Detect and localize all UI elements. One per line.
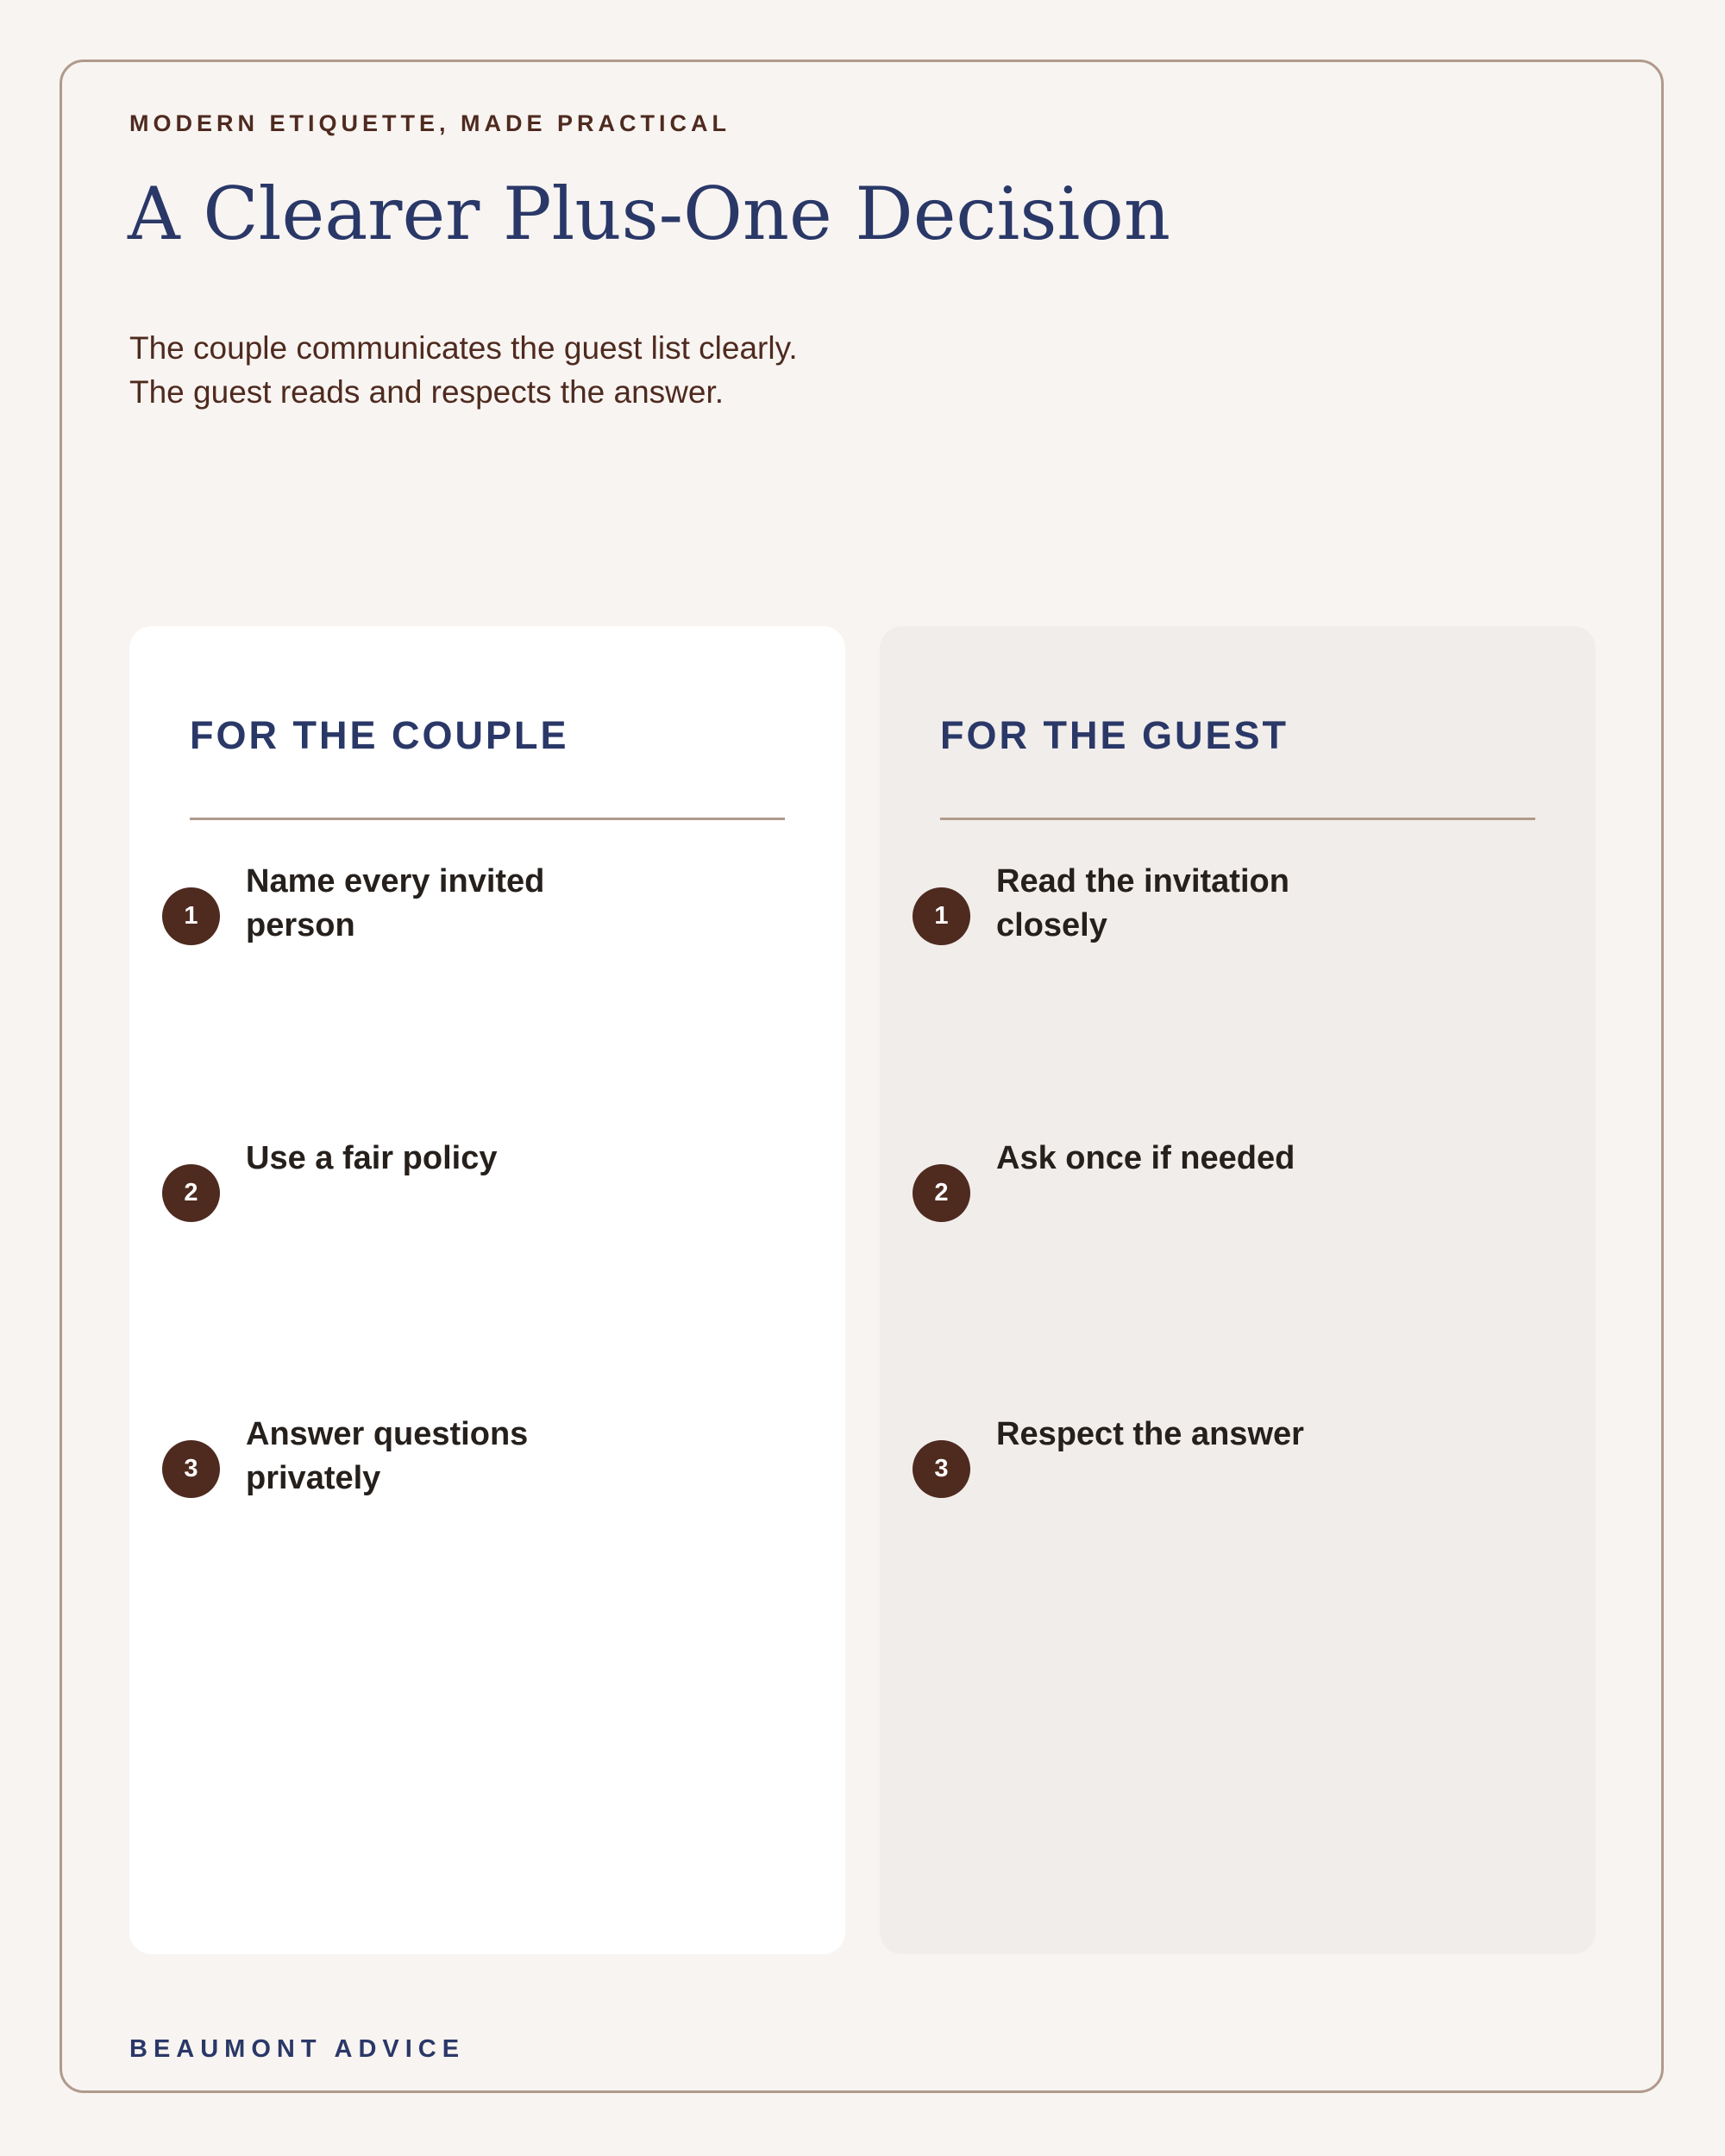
- divider: [190, 818, 785, 820]
- step-number-badge: 3: [162, 1440, 220, 1498]
- step-number-badge: 2: [162, 1164, 220, 1222]
- page-title: A Clearer Plus-One Decision: [128, 172, 1170, 256]
- step-text: Name every invited person: [246, 863, 545, 943]
- step-text: Answer questions privately: [246, 1416, 529, 1496]
- couple-heading: FOR THE COUPLE: [190, 713, 569, 757]
- intro: [129, 326, 798, 414]
- step-text: Use a fair policy: [246, 1140, 498, 1176]
- kicker: MODERN ETIQUETTE, MADE PRACTICAL: [129, 110, 731, 136]
- divider: [940, 818, 1535, 820]
- step-text: Read the invitation closely: [996, 863, 1289, 943]
- guest-card: [880, 626, 1596, 1954]
- step-text: Ask once if needed: [996, 1140, 1295, 1176]
- footer-brand: BEAUMONT ADVICE: [129, 2035, 466, 2063]
- guest-heading: FOR THE GUEST: [940, 713, 1289, 757]
- couple-card: [129, 626, 845, 1954]
- intro-line: The couple communicates the guest list clearly.: [129, 330, 798, 366]
- step-number-badge: 2: [913, 1164, 970, 1222]
- intro-line: The guest reads and respects the answer.: [129, 374, 724, 410]
- step-number-badge: 1: [162, 887, 220, 945]
- step-number-badge: 1: [913, 887, 970, 945]
- step-text: Respect the answer: [996, 1416, 1304, 1452]
- step-number-badge: 3: [913, 1440, 970, 1498]
